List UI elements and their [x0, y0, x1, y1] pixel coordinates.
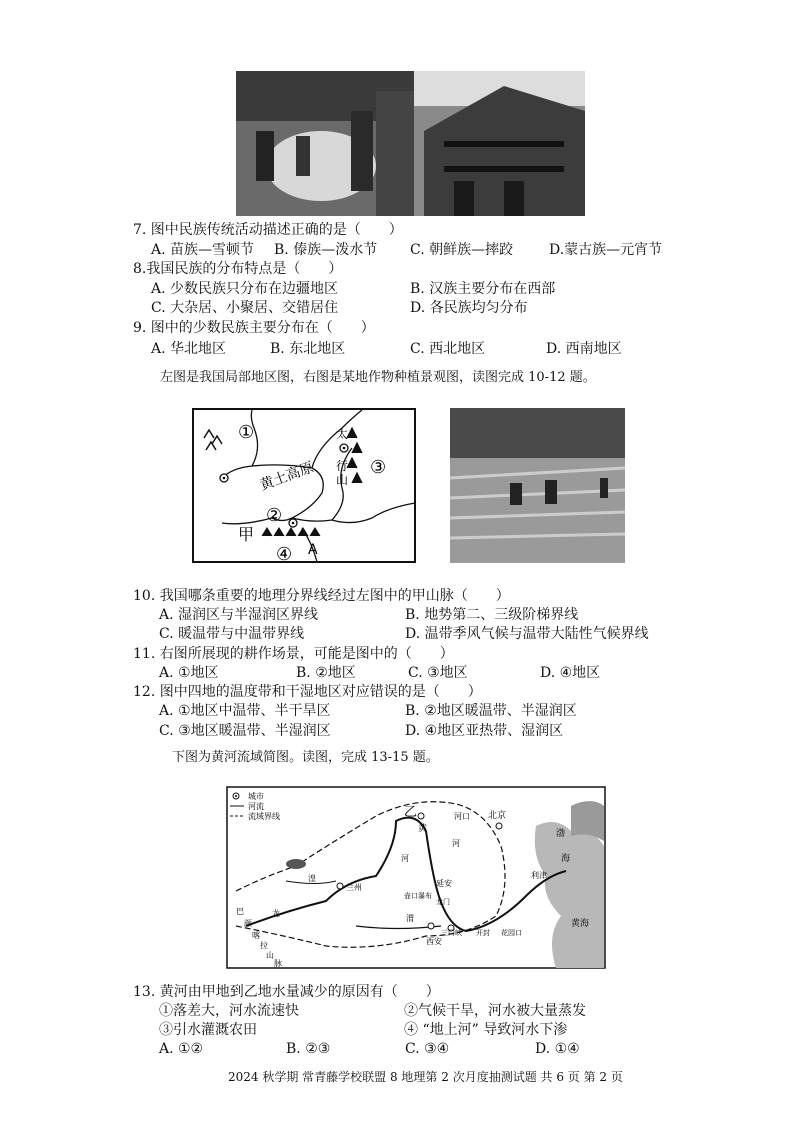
q12-option-a[interactable]: A. ①地区中温带、半干旱区 [159, 703, 331, 719]
map1-label-2: ② [266, 505, 283, 526]
q13-item-2: ②气候干旱，河水被大量蒸发 [404, 1003, 586, 1019]
map1-label-shan: 山 [336, 473, 349, 487]
map2-label-yi: 乙 [404, 805, 418, 820]
map1-label-3: ③ [370, 457, 387, 478]
photo-right-graphic [414, 71, 585, 216]
ethnic-activity-photo-left [236, 71, 414, 216]
map2-label-longmen: 龙门 [436, 898, 450, 906]
map1-label-4: ④ [276, 544, 293, 563]
farming-photo-graphic [450, 408, 625, 563]
q9-option-d[interactable]: D. 西南地区 [546, 341, 622, 357]
legend-boundary: 流域界线 [248, 812, 280, 821]
regional-map [192, 408, 416, 563]
ethnic-building-photo-right [414, 71, 585, 216]
q13-option-c[interactable]: C. ③④ [405, 1041, 450, 1057]
q7-stem: 7. 图中民族传统活动描述正确的是（ ） [133, 222, 403, 238]
q11-option-c[interactable]: C. ③地区 [408, 665, 468, 681]
map2-label-xian: 西安 [426, 937, 442, 946]
map2-label-huang2: 湟 [308, 874, 316, 883]
q8-option-d[interactable]: D. 各民族均匀分布 [410, 300, 528, 316]
map1-label-1: ① [238, 422, 255, 443]
q13-option-b[interactable]: B. ②③ [286, 1041, 331, 1057]
map2-label-yellow-sea: 黄海 [571, 919, 590, 929]
map2-label-huayuankou: 花园口 [501, 929, 522, 937]
map1-label-loess-plateau: 黄土高原 [257, 459, 316, 494]
q7-option-b[interactable]: B. 傣族—泼水节 [274, 242, 378, 258]
map2-label-he: 河 [452, 839, 460, 848]
map2-label-bo: 渤 [556, 829, 566, 839]
map2-label-lanzhou: 兰州 [346, 883, 362, 892]
q11-option-b[interactable]: B. ②地区 [296, 665, 356, 681]
map2-label-hukou-falls: 壶口瀑布 [404, 892, 432, 900]
map2-label-lijin: 利津 [531, 871, 547, 880]
q9-option-b[interactable]: B. 东北地区 [270, 341, 346, 357]
map2-label-shan: 山 [266, 951, 274, 960]
map2-label-sanmenxia: 三门峡 [441, 929, 462, 937]
q7-option-d[interactable]: D.蒙古族—元宵节 [549, 242, 663, 258]
q7-option-c[interactable]: C. 朝鲜族—摔跤 [410, 242, 514, 258]
q11-option-a[interactable]: A. ①地区 [159, 665, 219, 681]
map1-label-jia: 甲 [238, 525, 255, 544]
q11-option-d[interactable]: D. ④地区 [540, 665, 601, 681]
q13-option-d[interactable]: D. ①④ [535, 1041, 580, 1057]
farming-scene-photo [450, 408, 625, 563]
yellow-river-map-graphic [226, 786, 606, 969]
map2-label-hai: 海 [561, 854, 571, 864]
q12-option-c[interactable]: C. ③地区暖温带、半湿润区 [159, 723, 331, 739]
legend-river: 河流 [248, 802, 264, 811]
map2-label-ba: 巴 [236, 907, 244, 916]
map1-label-tai: 太 [336, 427, 349, 441]
map2-label-kaifeng: 开封 [476, 929, 490, 937]
map2-label-wei: 渭 [406, 914, 414, 923]
q13-item-1: ①落差大，河水流速快 [159, 1003, 299, 1019]
q12-option-b[interactable]: B. ②地区暖温带、半湿润区 [405, 703, 577, 719]
regional-map-graphic [192, 408, 416, 563]
q10-option-b[interactable]: B. 地势第二、三级阶梯界线 [405, 607, 579, 623]
q10-option-a[interactable]: A. 湿润区与半湿润区界线 [159, 607, 319, 623]
q8-option-b[interactable]: B. 汉族主要分布在西部 [410, 281, 556, 297]
q7-option-a[interactable]: A. 苗族—雪顿节 [151, 242, 255, 258]
map2-label-yanan: 延安 [436, 879, 452, 888]
q10-option-c[interactable]: C. 暖温带与中温带界线 [159, 626, 305, 642]
map1-label-a: A [308, 542, 318, 558]
intro-13-15: 下图为黄河流域简图。读图，完成 13-15 题。 [172, 750, 439, 765]
q9-option-c[interactable]: C. 西北地区 [410, 341, 486, 357]
map2-label-ka: 喀 [252, 931, 260, 940]
q13-option-a[interactable]: A. ①② [159, 1041, 204, 1057]
map2-label-huang: 黄 [418, 824, 428, 834]
map2-label-beijing: 北京 [488, 811, 507, 821]
q8-stem: 8.我国民族的分布特点是（ ） [133, 261, 343, 277]
q8-option-c[interactable]: C. 大杂居、小聚居、交错居住 [151, 300, 339, 316]
photo-left-graphic [236, 71, 414, 216]
q10-option-d[interactable]: D. 温带季风气候与温带大陆性气候界线 [405, 626, 649, 642]
q11-stem: 11. 右图所展现的耕作场景，可能是图中的（ ） [133, 646, 454, 662]
map2-label-mai: 脉 [274, 959, 282, 968]
map2-label-la: 拉 [260, 941, 268, 950]
q8-option-a[interactable]: A. 少数民族只分布在边疆地区 [151, 281, 339, 297]
q9-stem: 9. 图中的少数民族主要分布在（ ） [133, 320, 375, 336]
q13-stem: 13. 黄河由甲地到乙地水量减少的原因有（ ） [133, 984, 440, 1000]
map2-label-long: 龙 [272, 909, 280, 918]
map1-label-hang: 行 [336, 459, 349, 473]
q13-item-4: ④ “地上河” 导致河水下渗 [404, 1022, 568, 1038]
yellow-river-basin-map [226, 786, 606, 969]
q13-item-3: ③引水灌溉农田 [159, 1022, 257, 1038]
page-footer: 2024 秋学期 常青藤学校联盟 8 地理第 2 次月度抽测试题 共 6 页 第 2 页 [228, 1070, 623, 1084]
map2-label-he2: 河 [401, 854, 409, 863]
intro-10-12: 左图是我国局部地区图，右图是某地作物种植景观图，读图完成 10-12 题。 [160, 370, 596, 385]
q10-stem: 10. 我国哪条重要的地理分界线经过左图中的甲山脉（ ） [133, 588, 510, 604]
q9-option-a[interactable]: A. 华北地区 [151, 341, 227, 357]
legend-city: 城市 [248, 792, 264, 801]
map2-label-hekou: 河口 [454, 812, 470, 821]
q12-stem: 12. 图中四地的温度带和干湿地区对应错误的是（ ） [133, 684, 482, 700]
q12-option-d[interactable]: D. ④地区亚热带、湿润区 [405, 723, 564, 739]
map2-label-yan: 颜 [244, 919, 252, 928]
